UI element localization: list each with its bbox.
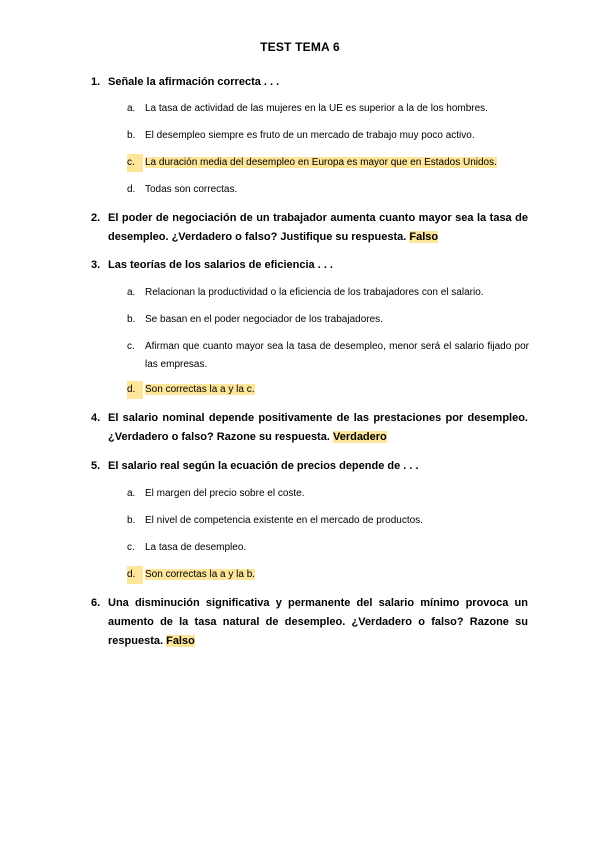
option-letter: d.	[127, 381, 143, 399]
answer-badge: Falso	[409, 231, 439, 243]
question-3	[91, 256, 528, 275]
question-number: 4.	[91, 412, 101, 424]
option-3c	[127, 338, 529, 374]
answer-badge: Falso	[166, 635, 195, 647]
option-text: Son correctas la a y la c.	[145, 384, 255, 395]
option-letter: b.	[127, 515, 136, 526]
question-number: 1.	[91, 76, 101, 88]
question-1	[91, 73, 528, 92]
option-text: El margen del precio sobre el coste.	[145, 488, 305, 499]
option-text: Todas son correctas.	[145, 184, 238, 195]
question-number: 2.	[91, 212, 101, 224]
option-1d	[127, 181, 529, 199]
option-5d-highlighted	[127, 566, 529, 584]
option-text: La tasa de desempleo.	[145, 542, 247, 553]
option-letter: d.	[127, 184, 136, 195]
option-3b	[127, 311, 529, 329]
question-5	[91, 457, 528, 476]
option-letter: a.	[127, 488, 136, 499]
option-letter: a.	[127, 103, 136, 114]
question-text: El poder de negociación de un trabajador aumenta cuanto mayor sea la tasa de desempleo. ¿Verdadero o falso? Justifique su respuesta.	[108, 212, 528, 243]
option-letter: a.	[127, 287, 136, 298]
question-number: 5.	[91, 460, 101, 472]
option-text: Relacionan la productividad o la eficiencia de los trabajadores con el salario.	[145, 287, 484, 298]
question-4	[91, 409, 528, 447]
option-letter: b.	[127, 314, 136, 325]
question-number: 6.	[91, 597, 101, 609]
option-text: Afirman que cuanto mayor sea la tasa de desempleo, menor será el salario fijado por las empresas.	[145, 341, 529, 370]
question-number: 3.	[91, 259, 101, 271]
option-1c-highlighted	[127, 154, 529, 172]
question-text: El salario nominal depende positivamente de las prestaciones por desempleo. ¿Verdadero o falso? Razone su respuesta.	[108, 412, 528, 443]
question-6	[91, 594, 528, 651]
option-5c	[127, 539, 529, 557]
question-text: Señale la afirmación correcta . . .	[108, 76, 280, 88]
option-text: Se basan en el poder negociador de los trabajadores.	[145, 314, 383, 325]
option-3a	[127, 284, 529, 302]
option-letter: b.	[127, 130, 136, 141]
question-text: Una disminución significativa y permanente del salario mínimo provoca un aumento de la tasa natural de desempleo. ¿Verdadero o falso? Razone su respuesta.	[108, 597, 528, 647]
option-3d-highlighted	[127, 381, 529, 399]
option-text: El desempleo siempre es fruto de un mercado de trabajo muy poco activo.	[145, 130, 475, 141]
option-text: El nivel de competencia existente en el mercado de productos.	[145, 515, 423, 526]
option-1b	[127, 127, 529, 145]
option-5b	[127, 512, 529, 530]
option-letter: c.	[127, 341, 135, 352]
option-letter: c.	[127, 542, 135, 553]
option-text: La tasa de actividad de las mujeres en la UE es superior a la de los hombres.	[145, 103, 488, 114]
question-text: El salario real según la ecuación de precios depende de . . .	[108, 460, 419, 472]
option-text: La duración media del desempleo en Europa es mayor que en Estados Unidos.	[145, 157, 497, 168]
option-text: Son correctas la a y la b.	[145, 569, 256, 580]
option-1a	[127, 100, 529, 118]
option-5a	[127, 485, 529, 503]
option-letter: d.	[127, 566, 143, 584]
option-letter: c.	[127, 154, 143, 172]
question-text: Las teorías de los salarios de eficiencia . . .	[108, 259, 333, 271]
answer-badge: Verdadero	[332, 431, 387, 443]
question-2	[91, 209, 528, 247]
document-title: TEST TEMA 6	[260, 40, 340, 54]
